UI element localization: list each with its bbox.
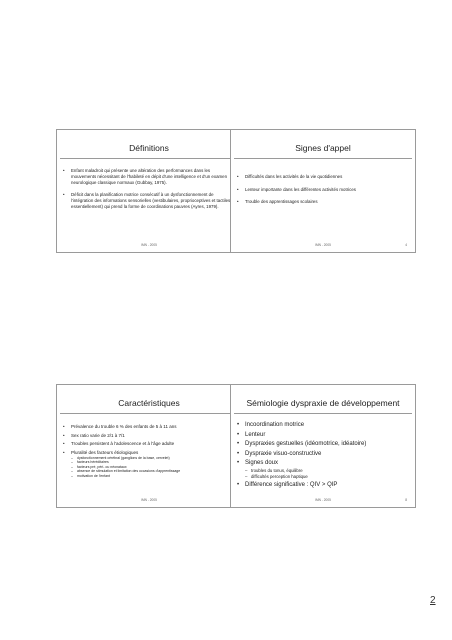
bullet-list bbox=[237, 422, 407, 492]
dash-glyph: – bbox=[71, 464, 73, 469]
bullet-item bbox=[63, 450, 233, 479]
bullet-text: Déficit dans la planification motrice consécutif à un dysfonctionnement de l'intégration des informations sensorielles (vestibulaires, proprioceptives et tactiles essentiellement) qui prend la forme de coordinations pauvres (Ayres, 1979). bbox=[71, 191, 231, 209]
bullet-glyph: • bbox=[237, 481, 240, 488]
bullet-text: Trouble des apprentissages scolaires bbox=[245, 199, 318, 205]
slide-caracteristiques bbox=[56, 384, 242, 508]
bullet-text: Pluralité des facteurs étiologiques bbox=[71, 449, 139, 455]
slide-footer: IMN - 2005 bbox=[141, 243, 157, 247]
title-divider bbox=[60, 413, 238, 414]
bullet-glyph: • bbox=[237, 431, 240, 438]
bullet-text: Dyspraxie visuo-constructive bbox=[245, 450, 322, 457]
bullet-list bbox=[63, 424, 233, 481]
bullet-glyph: • bbox=[237, 422, 240, 428]
bullet-item bbox=[63, 168, 233, 186]
title-divider bbox=[234, 158, 412, 159]
bullet-item bbox=[237, 422, 407, 430]
slide-title: Définitions bbox=[129, 143, 169, 153]
bullet-glyph: • bbox=[237, 460, 240, 467]
slide-footer: IMN - 2005 bbox=[141, 498, 157, 502]
sub-bullet-text: troubles du tonus, équilibre bbox=[251, 467, 303, 473]
bullet-glyph: • bbox=[63, 191, 65, 197]
bullet-text: Dyspraxies gestuelles (idéomotrice, idéatoire) bbox=[245, 441, 367, 448]
bullet-glyph: • bbox=[237, 186, 239, 192]
dash-glyph: – bbox=[71, 473, 73, 478]
sub-bullet-text: absence de stimulation et limitation des occasions d'apprentissage bbox=[77, 469, 181, 474]
bullet-item bbox=[237, 460, 407, 480]
sub-bullet-text: motivation de l'enfant bbox=[77, 473, 110, 478]
slide-footer: IMN - 2005 bbox=[315, 498, 331, 502]
bullet-glyph: • bbox=[237, 174, 239, 179]
sub-bullet-item bbox=[245, 474, 407, 480]
bullet-item bbox=[63, 433, 233, 439]
bullet-item bbox=[237, 451, 407, 459]
sub-bullet-list bbox=[245, 468, 407, 480]
slide-footer: IMN - 2005 bbox=[315, 243, 331, 247]
bullet-glyph: • bbox=[63, 168, 65, 173]
bullet-text: Enfant maladroit qui présente une altération des performances dans les mouvements nécessitant de l'habileté en dépit d'une intelligence et d'un examen neurologique classique normaux (Gubbay, 1975). bbox=[71, 168, 228, 185]
slide-title: Signes d'appel bbox=[295, 143, 351, 153]
bullet-text: Difficultés dans les activités de la vie quotidiennes bbox=[245, 174, 343, 179]
bullet-text: Prévalence du trouble 6 % des enfants de 5 à 11 ans bbox=[71, 424, 177, 429]
bullet-text: Signes doux bbox=[245, 460, 279, 467]
bullet-glyph: • bbox=[237, 441, 240, 448]
dash-glyph: – bbox=[71, 455, 73, 460]
slide-number: 8 bbox=[405, 498, 407, 502]
bullet-item bbox=[237, 199, 407, 205]
dash-glyph: – bbox=[245, 473, 248, 479]
bullet-text: Incoordination motrice bbox=[245, 422, 305, 428]
slide-title: Sémiologie dyspraxie de développement bbox=[246, 398, 400, 408]
bullet-text: Troubles persistent à l'adolescence et à l'âge adulte bbox=[71, 441, 175, 447]
dash-glyph: – bbox=[71, 469, 73, 474]
bullet-glyph: • bbox=[63, 432, 65, 438]
title-divider bbox=[60, 158, 238, 159]
bullet-glyph: • bbox=[237, 450, 240, 457]
slide-number: 4 bbox=[405, 243, 407, 247]
bullet-text: Lenteur bbox=[245, 431, 266, 438]
bullet-item bbox=[237, 441, 407, 449]
sub-bullet-text: difficultés perception haptique bbox=[251, 473, 308, 479]
slide-title: Caractéristiques bbox=[118, 398, 180, 408]
slide-semiologie bbox=[230, 384, 416, 508]
bullet-item bbox=[63, 441, 233, 447]
sub-bullet-text: facteurs pré, péri- ou néonataux bbox=[77, 464, 127, 469]
bullet-item bbox=[237, 482, 407, 490]
dash-glyph: – bbox=[71, 460, 73, 465]
bullet-glyph: • bbox=[237, 199, 239, 205]
bullet-text: Sex ratio varie de 2/1 à 7/1 bbox=[71, 432, 125, 438]
bullet-text: Lenteur importante dans les différentes activités motrices bbox=[245, 186, 356, 192]
slide-signes-appel bbox=[230, 129, 416, 253]
bullet-item bbox=[63, 192, 233, 210]
bullet-glyph: • bbox=[63, 449, 65, 455]
bullet-glyph: • bbox=[63, 441, 65, 447]
dash-glyph: – bbox=[245, 467, 248, 473]
bullet-glyph: • bbox=[63, 424, 65, 429]
title-divider bbox=[234, 413, 412, 414]
bullet-item bbox=[237, 187, 407, 193]
bullet-item bbox=[237, 174, 407, 180]
slide-definitions bbox=[56, 129, 242, 253]
page-number: 2 bbox=[430, 595, 436, 606]
bullet-item bbox=[237, 432, 407, 440]
bullet-item bbox=[63, 424, 233, 430]
sub-bullet-item bbox=[71, 474, 233, 479]
sub-bullet-text: dysfonctionnement cérébral (ganglions de la base, cervelet) bbox=[77, 455, 170, 460]
bullet-list bbox=[63, 168, 233, 215]
bullet-text: Différence significative : QIV > QIP bbox=[245, 481, 338, 488]
bullet-list bbox=[237, 174, 407, 212]
sub-bullet-list bbox=[71, 456, 233, 479]
sub-bullet-text: facteurs héréditaires bbox=[77, 460, 109, 465]
